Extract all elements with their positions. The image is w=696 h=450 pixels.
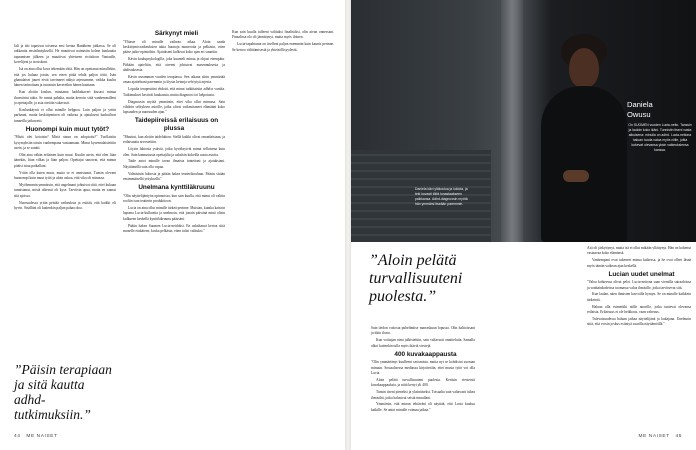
profile-intro: On SUOMEN vuoden Lucia-neito. Tanssin ja lauloin koko ikäni. Tunnistin itseni vasta aikuisena: minulla on adhd. Lucia-neitona haluan tuoda valoa myös niille, jotka kokevat olevansa yksin vaikeuksiensa kanssa. (628, 123, 692, 152)
paragraph: Päätin hakea Suomen Lucia-neidoksi. En uskaltanut kertoa siitä monelle etukäteen, koska pelkäsin, etten tulisi valituksi." (123, 223, 225, 233)
paragraph: Sain tiedon voitosta puhelimitse marraskuun lopussa. Olin haltioissani ja itkin ilosta. (371, 326, 475, 336)
photo-person-body (541, 86, 627, 242)
portrait-photo (351, 0, 696, 242)
left-column-2 (123, 30, 225, 428)
photo-caption: Daniela kävi yläkoulua ja lukiota, ja teki kovasti töitä lunastaakseen paikkansa. Adhd-diagnoosin myötä hän ymmärsi itseään paremmin. (415, 187, 468, 206)
magazine-name: ME NAISET (26, 434, 58, 439)
paragraph: "Valoa kohteessa olivat pelot. Lucia-neitona saan vierailla sairaaloissa ja vanhainkodeissa tuomassa valoa ihmisille, jotka tarvitsevat sitä. (587, 280, 691, 290)
pull-quote-text: ”Aloin pelätä turvallisuuteni puolesta.” (369, 252, 463, 305)
right-page (351, 0, 696, 450)
paragraph: Lucia on aina ollut minulle tärkeä perinne. Muistan, kuinka katsoin lapsena Lucia-kulkuetta ja unelmoin, että jonain päivänä minä olisin kulkueen keskellä kynttiläkruunu päässäni. (123, 205, 225, 221)
paragraph: "Olin näyttelijäntyön opinnoissa, kun sain kuulla, että minut oli valittu rooliin ison teatterin produktioon. (123, 193, 225, 203)
pull-quote-text: ”Päisin terapiaan ja sitä kautta adhd-tutkimuksiin.” (14, 362, 112, 422)
paragraph: Tulevaisuudessa haluan jatkaa näyttelijänä ja laulajana. Unelmoin siitä, että voisin joskus esiintyä suurilla näyttämöillä." (587, 317, 691, 327)
paragraph: Nuoruudessa yritin peittää vaikeuksia ja esittää, että kaikki oli hyvin. Sisälläni oli kuitenkin paljon pahaa oloa. (14, 200, 116, 211)
section-heading: Taidepiireissä erilaisuus on plussa (134, 117, 219, 133)
profile-box (627, 100, 693, 153)
paragraph: Vanhempani ovat tukeneet minua kaikessa, ja he ovat olleet läsnä myös tämän vaikean ajan keskellä. (587, 258, 691, 268)
paragraph: Koulunkäynti ei ollut minulle helppoa. Luin paljon ja yritin parhaani, mutta keskittyminen oli vaikeaa ja ajatukseni harhailivat tunneilla jatkuvasti. (14, 107, 116, 123)
paragraph: Kun sain kuulla tulleeni valituksi finalistiksi, olin aivan onnessani. Finaalissa olo oli jännittynyt, mutta myös iloinen. (232, 30, 334, 40)
section-heading: Lucian uudet unelmat (608, 270, 675, 278)
paragraph: Taide antoi minulle tavan ilmaista tunteitani ja ajatuksiani. Näyttämöllä sain olla vapaa. (123, 159, 225, 169)
paragraph: Löysin lukiosta ystäviä, jotka hyväksyivät minut sellaisena kuin olen. Sain kannustusta opettajilta ja uskalsin kokeilla uusia asioita. (123, 147, 225, 157)
paragraph: Olin aina vähän erilainen kuin muut. Kuulin usein, että olen liian äänekäs, liian vilkas ja liian paljon. Opettajat sanoivat, että minun pitäisi istua paikallani. (14, 152, 116, 168)
paragraph: Kun voittajan nimi julkistettiin, sain valtavasti onnitteluita. Samalla alkoi kuitenkin tulla myös ikäviä viestejä. (371, 338, 475, 348)
left-column-3 (232, 30, 334, 428)
paragraph: Tunsin itseni pieneksi ja yksinäiseksi. Toisaalta sain valtavasti tukea ihmisiltä, jotka halusivat seistä rinnallani. (371, 390, 475, 400)
paragraph: "Olin ymmärtänyt kuulleeni rasismista, mutta nyt se kohdistui suoraan minuun. Sosiaalisessa mediassa kirjoitettiin, ettei musta tyttö voi olla Lucia. (371, 360, 475, 375)
paragraph: Lopulta terapeuttini ehdotti, että minut tutkittaisiin adhd:n varalta. Tutkimukset kestivät kuukausia, mutta diagnoosi toi helpotusta. (123, 87, 225, 97)
paragraph: Jali ja äiti tapasivat toisensa ensi kertaa Hankkeen juhlassa. Se oli rakkautta ensisilmäyksellä. He muuttivat naimisiin kolme kuukautta tapaamisen jälkeen ja muuttivat yhteiseen rivitaloon Vantaalle, kovelijeni ja isosiskoni. (14, 44, 116, 65)
paragraph: "Yläaste oli minulle vaikeaa aikaa. Aloin saada keskittymisvaikeuksien takia huonoja numeroita ja pelkäsin, etten pääse jatko-opintoihin. Ajatukseni kulkivat koko ajan eri suuntiin. (123, 39, 225, 55)
paragraph: Yritin olla kuten muut, mutta se ei onnistunut. Tunsin olevani huonompi kuin muut tytöt ja aloin uskoa, että vika oli minussa. (14, 170, 116, 181)
subheading: Huonompi kuin muut tytöt? (25, 125, 110, 133)
profile-name: Daniela Owusu (627, 100, 653, 119)
paragraph: Lucia-tapahtuma on itselleni paljon enemmän kuin kaunis perinne. Se kertoo välittämisestä ja yhteisöllisyydestä. (232, 42, 334, 52)
pull-quote (14, 362, 118, 422)
paragraph: Kun laulan, näen ihmisten kasvoilla hymyn. Se on minulle kaikkein tärkeintä. (587, 292, 691, 302)
magazine-name: ME NAISET (638, 434, 670, 439)
paragraph: Aloin pelätä turvallisuuteni puolesta. Keräsin viesteistä kuvakaappauksia, ja niitä kertyi yli 400. (371, 377, 475, 388)
paragraph: Ymmärsin, että minun tehtäväni oli näyttää, että Lucia kuuluu kaikille. Se antoi minulle voimaa jatkaa." (371, 402, 475, 412)
folio-right (638, 434, 682, 439)
paragraph: Kävin koulupsykologilla, joka kuunteli minua ja ohjasi eteenpäin. Pitkään ajateltiin, että oireeni johtuivat masennuksesta ja ahdistuksesta. (123, 57, 225, 73)
left-column-1 (14, 44, 116, 339)
section-heading: Unelmana kynttiläkruunu (138, 184, 215, 192)
section-heading: 400 kuvakaappausta (394, 350, 457, 358)
page-number: 45 (675, 434, 682, 439)
photo-light (501, 0, 523, 242)
section-heading: Särkynyt mieli (154, 30, 199, 37)
folio-left (14, 434, 58, 439)
left-page (0, 0, 345, 450)
photo-person-head (569, 48, 599, 88)
page-number: 44 (14, 434, 21, 439)
paragraph: Kävin useamman vuoden terapiassa. Sen aikana aloin ymmärtää omaa ajatteluani paremmin ja löysin keinoja selviytyä arjesta. (123, 74, 225, 85)
paragraph: "Muuttui, kun aloitin taidelukion. Siellä kaikki olivat omanlaisiaan, ja erilaisuutta arvostettiin. (123, 134, 225, 145)
paragraph: Isä on aina ollut kova tekemään töitä. Hän on opettanut minullekin, että jos haluaa jotain, sen eteen pitää tehdä paljon töitä. Isän ghanalaiset juuret eivät tarvinneet näkyä arjessamme, vaikka kuulin hänen tarinoitaan ja tutustuin kavereihin hänen kauttaan. (14, 67, 116, 88)
right-column-2 (587, 246, 691, 428)
photo-person-hand (563, 170, 589, 182)
right-column-1 (371, 326, 475, 428)
paragraph: "Mistä olet kotoisin? Mistä sinun on adoptoitu?" Tuollaisiin kysymyksiin totuin vanhempana vastaamaan. Minut kyseenalaistettiin usein, ja se satutti. (14, 135, 116, 150)
paragraph: Diagnoosin myötä ymmärsin, ettei vika ollut minussa. Sain vihdoin selityksen asioille, jotka olivat vaikeuttaneet elämääni koko lapsuuden ja nuoruuden ajan." (123, 99, 225, 115)
pull-quote (369, 252, 499, 306)
paragraph: Äiti oli järkyttynyt, mutta isä ei ollut mikään yllättynyt. Hän on kokenut vastaavaa koko elämänsä. (587, 246, 691, 256)
paragraph: Kun aloitin koulun, muutama luokkakaveri kiusasi minua ihonvärini takia. Se tuntui pahalta, mutta kerroin siitä vanhemmilleni ja opettajalle, ja asia otettiin vakavasti. (14, 90, 116, 106)
paragraph: Haluan olla esimerkki niille nuorille, jotka tuntevat olevansa erilaisia. Erilaisuus ei ole heikkous, vaan vahvuus. (587, 304, 691, 315)
paragraph: Myöhemmin ymmärsin, että ongelmani johtuivat siitä, ettei kukaan tunnistanut, mistä oikeasti oli kyse. Tarvitsin apua, mutta en saanut sitä ajoissa. (14, 182, 116, 198)
paragraph: Valmistuin lukiosta ja päätin hakea teatterikouluun. Pääsin sisään ensimmäisellä yrityksellä." (123, 171, 225, 182)
